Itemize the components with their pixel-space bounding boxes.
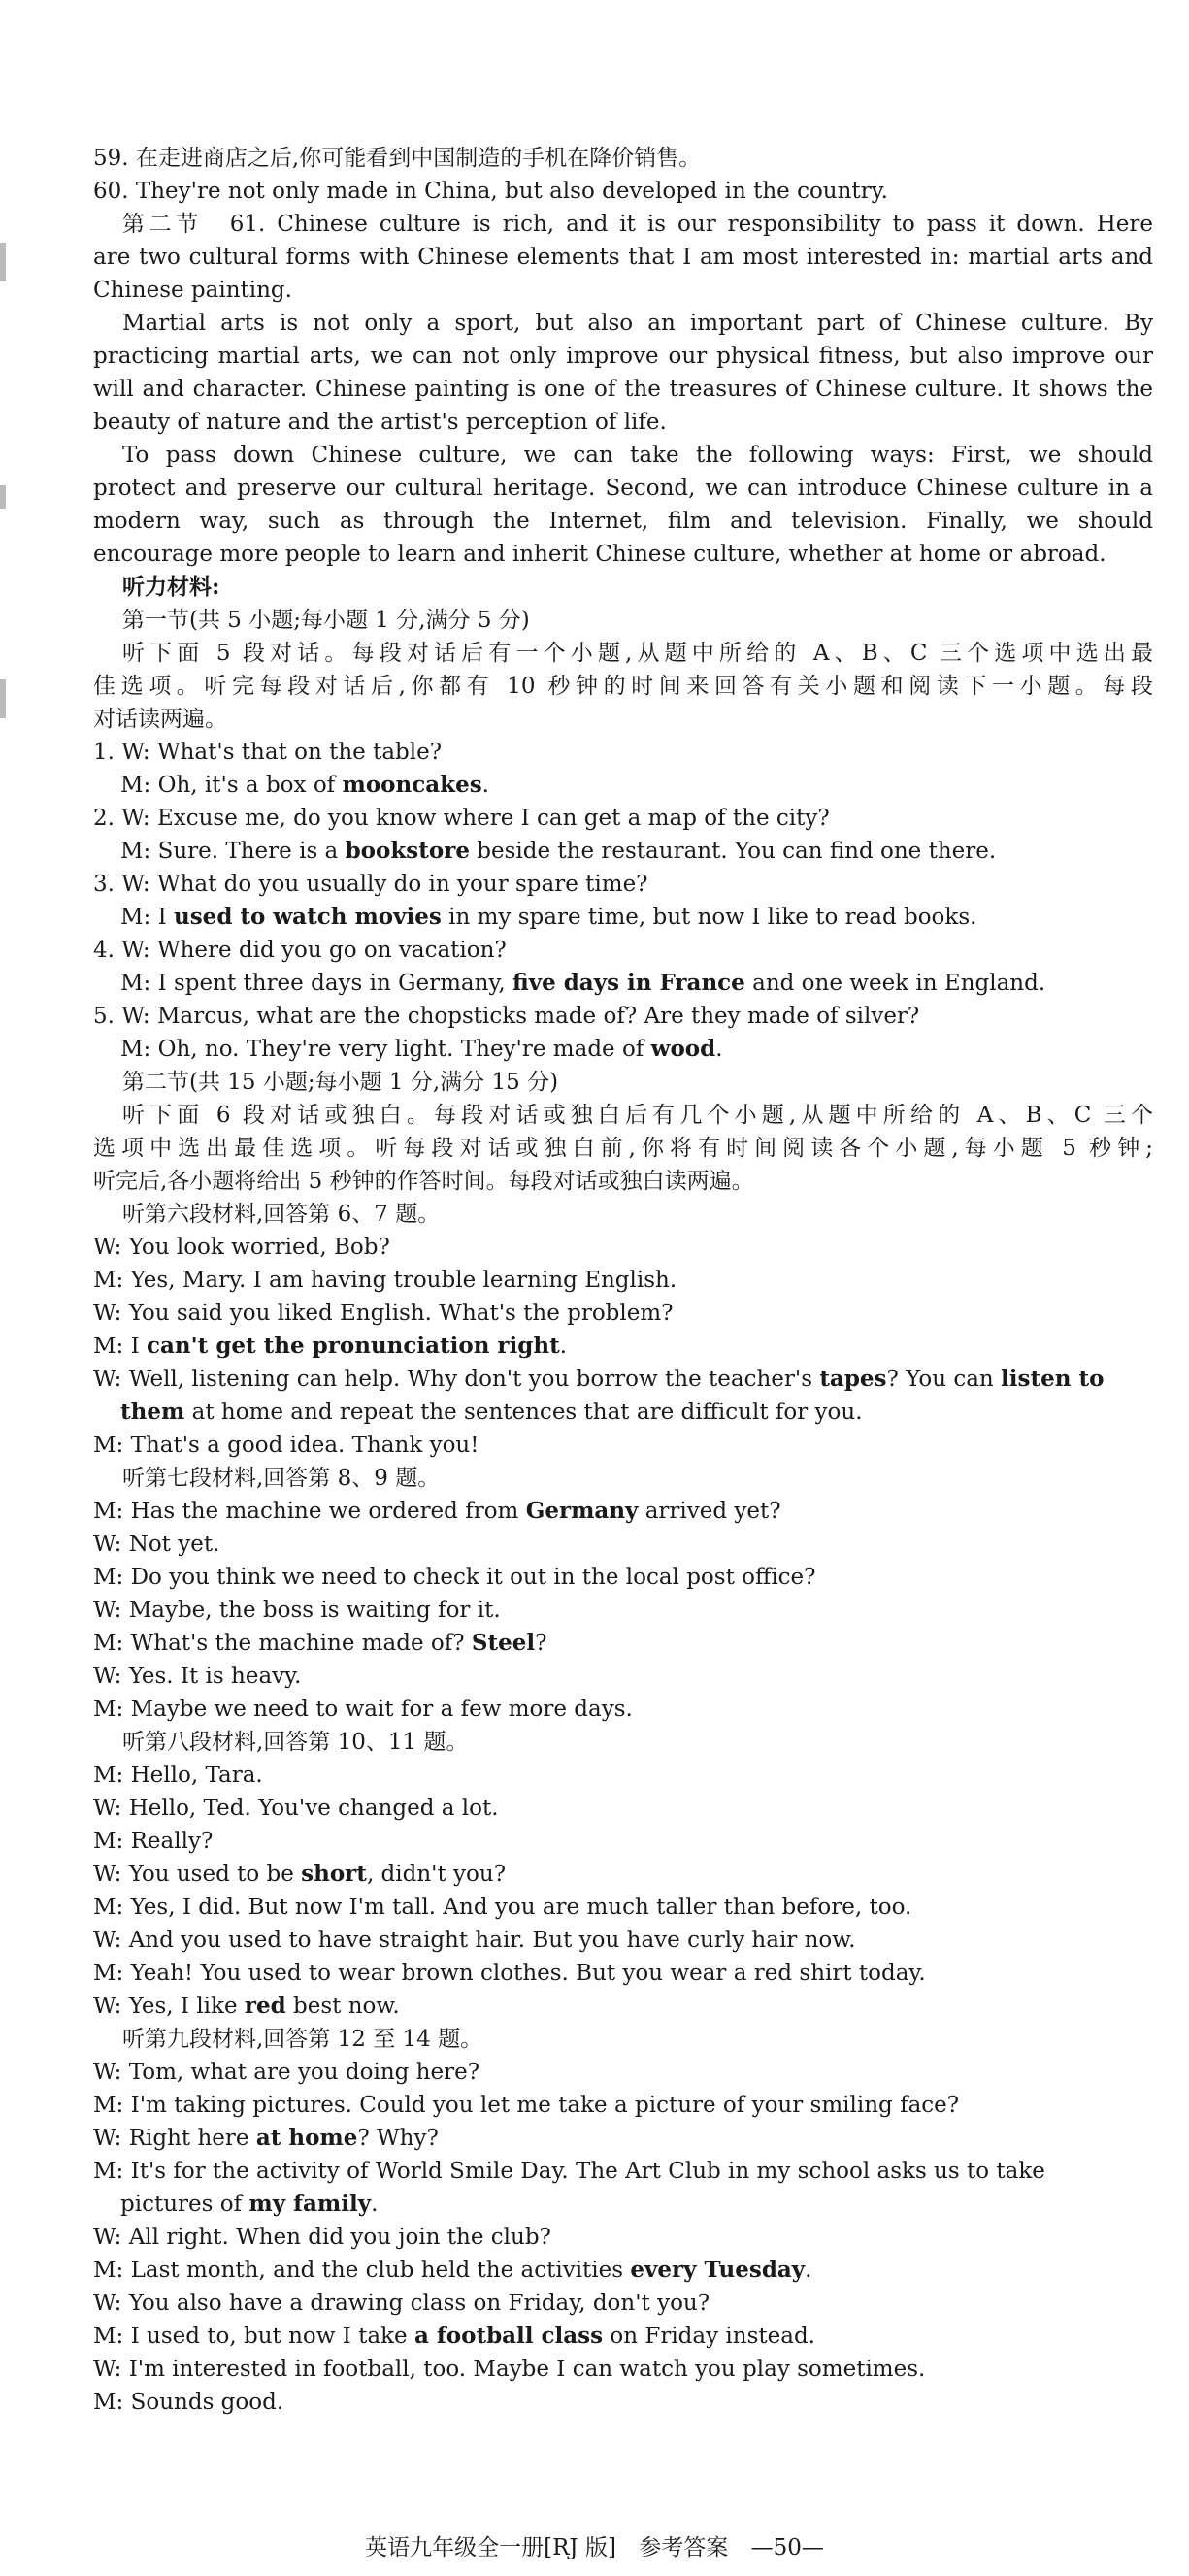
- dialogue-line: W: All right. When did you join the club?: [93, 2225, 551, 2250]
- essay-line: To pass down Chinese culture, we can take the following ways: First, we should: [122, 443, 1153, 468]
- dialogue-line: M: It's for the activity of World Smile Day. The Art Club in my school asks us to take: [93, 2159, 1045, 2184]
- passage-title: 听第八段材料,回答第 10、11 题。: [122, 1730, 469, 1755]
- listening-heading: 听力材料:: [122, 574, 220, 600]
- answer-59: 59. 在走进商店之后,你可能看到中国制造的手机在降价销售。: [93, 146, 702, 171]
- essay-line: are two cultural forms with Chinese elements that I am most interested in: martial arts and: [93, 245, 1153, 270]
- essay-line: encourage more people to learn and inherit Chinese culture, whether at home or abroad.: [93, 542, 1106, 567]
- dialogue-line: M: Has the machine we ordered from Germany arrived yet?: [93, 1498, 781, 1524]
- dialogue-line: M: Really?: [93, 1829, 214, 1854]
- essay-line: modern way, such as through the Internet, film and television. Finally, we should: [93, 509, 1153, 534]
- dialogue-line: M: Sounds good.: [93, 2390, 284, 2415]
- dialogue-line: W: Hello, Ted. You've changed a lot.: [93, 1796, 499, 1821]
- essay-line: 第二节 61. Chinese culture is rich, and it is our responsibility to pass it down. Here: [122, 212, 1153, 237]
- page-footer: [0, 2533, 1189, 2562]
- essay-line: Martial arts is not only a sport, but also an important part of Chinese culture. By: [122, 311, 1153, 336]
- section2-instruction: 听完后,各小题将给出 5 秒钟的作答时间。每段对话或独白读两遍。: [93, 1169, 754, 1194]
- dialogue-line: M: Hello, Tara.: [93, 1763, 263, 1788]
- dialogue-line: M: Do you think we need to check it out in the local post office?: [93, 1565, 816, 1590]
- answer-page: [93, 142, 1153, 2419]
- dialogue-line: M: I used to, but now I take a football class on Friday instead.: [93, 2323, 815, 2349]
- dialogue-line: M: I spent three days in Germany, five days in France and one week in England.: [120, 970, 1046, 996]
- scan-edge-mark: [0, 243, 6, 281]
- dialogue-line: W: You said you liked English. What's the problem?: [93, 1301, 674, 1326]
- essay-line: protect and preserve our cultural heritage. Second, we can introduce Chinese culture in a: [93, 476, 1153, 501]
- dialogue-line: pictures of my family.: [120, 2191, 379, 2217]
- dialogue-line: W: And you used to have straight hair. But you have curly hair now.: [93, 1928, 856, 1953]
- dialogue-line: W: You used to be short, didn't you?: [93, 1861, 507, 1887]
- dialogue-line: M: Oh, no. They're very light. They're made of wood.: [120, 1036, 723, 1062]
- dialogue-line: 1. W: What's that on the table?: [93, 740, 443, 765]
- footer-label: 参考答案: [639, 2535, 729, 2560]
- dialogue-line: M: Yeah! You used to wear brown clothes. But you wear a red shirt today.: [93, 1961, 926, 1986]
- dialogue-line: M: Yes, Mary. I am having trouble learning English.: [93, 1268, 677, 1293]
- section1-instruction: 听下面 5 段对话。每段对话后有一个小题,从题中所给的 A、B、C 三个选项中选出最: [122, 641, 1153, 666]
- essay-line: will and character. Chinese painting is one of the treasures of Chinese culture. It shows the: [93, 377, 1153, 402]
- answer-60: 60. They're not only made in China, but also developed in the country.: [93, 179, 888, 204]
- dialogue-line: W: Maybe, the boss is waiting for it.: [93, 1598, 501, 1623]
- dialogue-line: M: Oh, it's a box of mooncakes.: [120, 772, 489, 798]
- essay-line: beauty of nature and the artist's perception of life.: [93, 410, 667, 435]
- dialogue-line: M: Sure. There is a bookstore beside the restaurant. You can find one there.: [120, 838, 997, 864]
- section1-title: 第一节(共 5 小题;每小题 1 分,满分 5 分): [122, 608, 530, 633]
- dialogue-line: 2. W: Excuse me, do you know where I can get a map of the city?: [93, 806, 830, 831]
- dialogue-line: M: Last month, and the club held the activities every Tuesday.: [93, 2257, 812, 2283]
- passage-title: 听第六段材料,回答第 6、7 题。: [122, 1202, 441, 1227]
- dialogue-line: M: I'm taking pictures. Could you let me take a picture of your smiling face?: [93, 2093, 960, 2118]
- dialogue-line: M: I can't get the pronunciation right.: [93, 1333, 568, 1359]
- section2-instruction: 选项中选出最佳选项。听每段对话或独白前,你将有时间阅读各个小题,每小题 5 秒钟;: [93, 1136, 1153, 1161]
- dialogue-line: W: Tom, what are you doing here?: [93, 2060, 480, 2085]
- dialogue-line: M: What's the machine made of? Steel?: [93, 1630, 547, 1656]
- dialogue-line: 3. W: What do you usually do in your spare time?: [93, 872, 648, 897]
- section1-instruction: 佳选项。听完每段对话后,你都有 10 秒钟的时间来回答有关小题和阅读下一小题。每段: [93, 674, 1153, 699]
- dialogue-line: W: Not yet.: [93, 1532, 220, 1557]
- dialogue-line: W: Well, listening can help. Why don't you borrow the teacher's tapes? You can listen to: [93, 1366, 1105, 1392]
- essay-line: practicing martial arts, we can not only improve our physical fitness, but also improve our: [93, 344, 1153, 369]
- passage-title: 听第七段材料,回答第 8、9 题。: [122, 1466, 441, 1491]
- dialogue-line: W: You also have a drawing class on Friday, don't you?: [93, 2291, 710, 2316]
- section1-instruction: 对话读两遍。: [93, 707, 227, 732]
- essay-line: Chinese painting.: [93, 278, 292, 303]
- dialogue-line: W: Right here at home? Why?: [93, 2125, 439, 2151]
- dialogue-line: M: That's a good idea. Thank you!: [93, 1433, 479, 1458]
- dialogue-line: M: I used to watch movies in my spare time, but now I like to read books.: [120, 904, 977, 930]
- scan-edge-mark: [0, 485, 6, 509]
- dialogue-line: W: Yes, I like red best now.: [93, 1993, 400, 2019]
- footer-book-title: 英语九年级全一册[RJ 版]: [365, 2535, 616, 2560]
- dialogue-line: W: You look worried, Bob?: [93, 1235, 390, 1260]
- section2-instruction: 听下面 6 段对话或独白。每段对话或独白后有几个小题,从题中所给的 A、B、C 三个: [122, 1103, 1153, 1128]
- page-number: —50—: [750, 2535, 824, 2560]
- dialogue-line: W: Yes. It is heavy.: [93, 1664, 302, 1689]
- dialogue-line: them at home and repeat the sentences that are difficult for you.: [120, 1399, 863, 1425]
- dialogue-line: M: Yes, I did. But now I'm tall. And you are much taller than before, too.: [93, 1895, 912, 1920]
- dialogue-line: 5. W: Marcus, what are the chopsticks made of? Are they made of silver?: [93, 1004, 920, 1029]
- dialogue-line: 4. W: Where did you go on vacation?: [93, 938, 507, 963]
- section2-title: 第二节(共 15 小题;每小题 1 分,满分 15 分): [122, 1070, 559, 1095]
- dialogue-line: W: I'm interested in football, too. Maybe I can watch you play sometimes.: [93, 2357, 926, 2382]
- scan-edge-mark: [0, 679, 6, 718]
- dialogue-line: M: Maybe we need to wait for a few more days.: [93, 1697, 633, 1722]
- passage-title: 听第九段材料,回答第 12 至 14 题。: [122, 2027, 483, 2052]
